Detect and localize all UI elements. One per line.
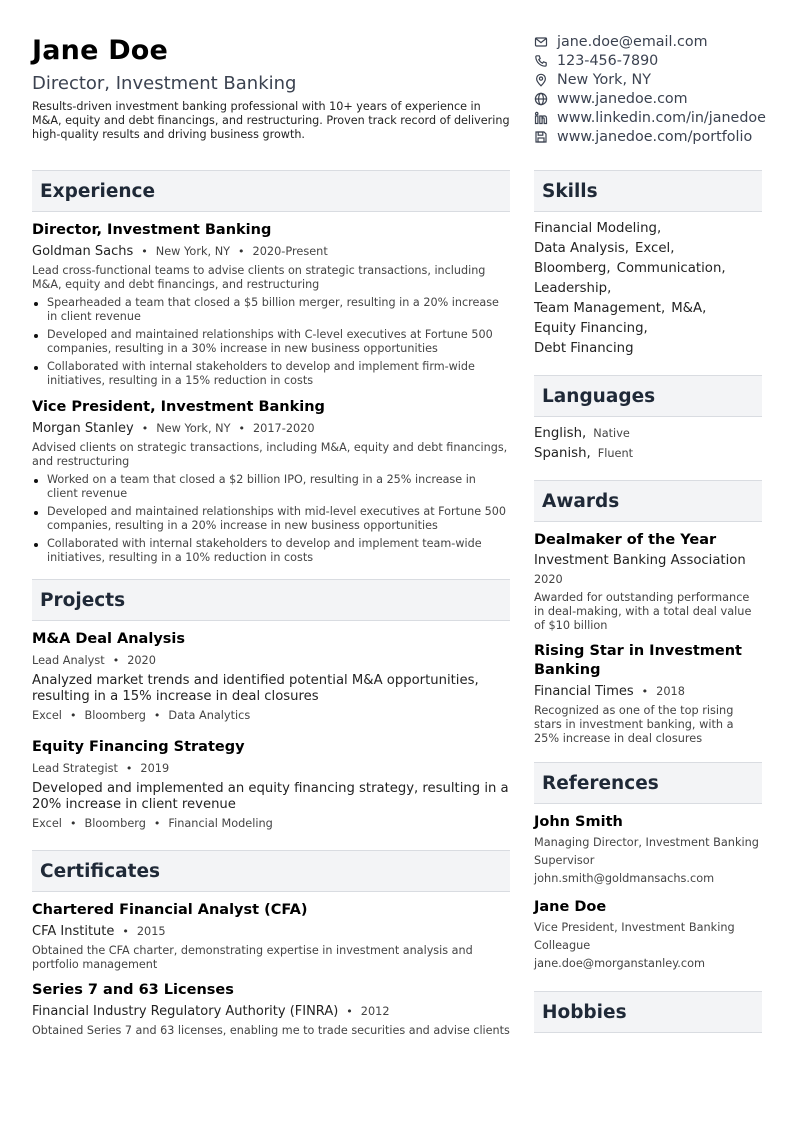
experience-dates: 2020-Present	[252, 245, 328, 258]
certificate-year: 2012	[360, 1005, 390, 1018]
experience-bullet: Worked on a team that closed a $2 billion IPO, resulting in a 25% increase in client revenue	[32, 473, 510, 501]
separator-dot: •	[153, 817, 161, 830]
language-item	[534, 444, 762, 464]
separator-dot: •	[141, 245, 148, 258]
candidate-title: Director, Investment Banking	[32, 73, 297, 94]
portfolio-icon	[534, 130, 548, 144]
experience-bullets	[32, 296, 510, 388]
project-description: Analyzed market trends and identified potential M&A opportunities, resulting in a 15% increase in deal closures	[32, 673, 479, 704]
project-name: M&A Deal Analysis	[32, 631, 186, 647]
experience-item	[32, 398, 510, 565]
project-tag: Bloomberg	[84, 817, 146, 830]
skill-item: Equity Financing,	[534, 321, 648, 336]
skill-item: Debt Financing	[534, 341, 634, 356]
location-pin-icon	[534, 73, 548, 87]
experience-bullet: Developed and maintained relationships with mid-level executives at Fortune 500 companies, resulting in a 20% increase in new business opportunities	[32, 505, 510, 533]
experience-bullet: Collaborated with internal stakeholders to develop and implement team-wide initiatives, resulting in a 10% reduction in costs	[32, 537, 510, 565]
language-name: Spanish,	[534, 446, 591, 461]
contact-phone[interactable]	[534, 51, 794, 70]
experience-company: Morgan Stanley	[32, 421, 134, 436]
skill-item: Data Analysis,	[534, 241, 629, 256]
language-item	[534, 424, 762, 444]
reference-relation: Supervisor	[534, 854, 595, 867]
experience-location: New York, NY	[155, 245, 231, 258]
experience-bullet: Developed and maintained relationships with C-level executives at Fortune 500 companies, resulting in a 30% increase in new business opportunities	[32, 328, 510, 356]
project-meta	[32, 760, 510, 777]
reference-relation: Colleague	[534, 939, 591, 952]
project-role: Lead Analyst	[32, 654, 105, 667]
contact-website-text: www.janedoe.com	[557, 90, 688, 107]
reference-item	[534, 898, 762, 971]
contact-location	[534, 70, 794, 89]
award-item	[534, 642, 762, 746]
contact-phone-text: 123-456-7890	[557, 52, 659, 69]
contact-portfolio-text: www.janedoe.com/portfolio	[557, 128, 753, 145]
resume-header	[32, 34, 512, 143]
award-meta	[534, 683, 762, 700]
languages-heading: Languages	[534, 375, 762, 417]
candidate-summary: Results-driven investment banking professional with 10+ years of experience in M&A, equity and debt financings, and restructuring. Proven track record of delivering high-quality results and driving business growth.	[32, 100, 510, 142]
separator-dot: •	[238, 245, 245, 258]
contact-linkedin-text: www.linkedin.com/in/janedoe	[557, 109, 766, 126]
experience-dates: 2017-2020	[253, 422, 315, 435]
project-description: Developed and implemented an equity financing strategy, resulting in a 20% increase in client revenue	[32, 781, 509, 812]
phone-icon	[534, 54, 548, 68]
reference-position: Managing Director, Investment Banking	[534, 836, 759, 849]
email-icon	[534, 35, 548, 49]
separator-dot: •	[122, 925, 129, 938]
project-tags	[32, 709, 510, 722]
reference-item	[534, 813, 762, 886]
skills-row	[534, 259, 762, 279]
certificate-description: Obtained Series 7 and 63 licenses, enabling me to trade securities and advise clients	[32, 1024, 510, 1037]
skill-item: Team Management,	[534, 301, 666, 316]
reference-email[interactable]: jane.doe@morganstanley.com	[534, 957, 705, 970]
project-tag: Excel	[32, 817, 62, 830]
project-tags	[32, 817, 510, 830]
separator-dot: •	[153, 709, 161, 722]
project-tag: Data Analytics	[168, 709, 251, 722]
award-title: Rising Star in Investment Banking	[534, 643, 742, 678]
separator-dot: •	[125, 762, 133, 775]
experience-bullet: Collaborated with internal stakeholders to develop and implement firm-wide initiatives, resulting in a 15% reduction in costs	[32, 360, 510, 388]
experience-heading: Experience	[32, 170, 510, 212]
separator-dot: •	[346, 1005, 353, 1018]
skills-list	[534, 219, 762, 359]
project-year: 2020	[127, 654, 156, 667]
left-column	[32, 170, 510, 1038]
certificate-meta	[32, 1003, 510, 1020]
language-name: English,	[534, 426, 587, 441]
globe-icon	[534, 92, 548, 106]
certificate-issuer: Financial Industry Regulatory Authority (FINRA)	[32, 1004, 339, 1019]
certificate-item	[32, 981, 510, 1038]
award-description: Awarded for outstanding performance in deal-making, with a total deal value of $10 billion	[534, 591, 752, 632]
project-item	[32, 630, 510, 722]
experience-location: New York, NY	[156, 422, 231, 435]
certificate-description: Obtained the CFA charter, demonstrating expertise in investment analysis and portfolio management	[32, 944, 473, 971]
award-year: 2018	[656, 685, 685, 698]
experience-role: Vice President, Investment Banking	[32, 399, 325, 415]
experience-meta	[32, 243, 510, 260]
skill-item: Excel,	[635, 241, 675, 256]
skills-row	[534, 319, 762, 339]
certificate-year: 2015	[136, 925, 166, 938]
separator-dot: •	[141, 422, 149, 435]
skill-item: M&A,	[671, 301, 707, 316]
project-item	[32, 738, 510, 830]
skills-heading: Skills	[534, 170, 762, 212]
awards-heading: Awards	[534, 480, 762, 522]
separator-dot: •	[69, 709, 77, 722]
contact-location-text: New York, NY	[557, 71, 651, 88]
certificates-heading: Certificates	[32, 850, 510, 892]
award-description: Recognized as one of the top rising stars in investment banking, with a 25% increase in deal closures	[534, 704, 734, 745]
skill-item: Communication,	[616, 261, 726, 276]
skills-row	[534, 279, 762, 299]
skill-item: Financial Modeling,	[534, 221, 662, 236]
contact-email[interactable]	[534, 32, 794, 51]
projects-heading: Projects	[32, 579, 510, 621]
right-column	[534, 170, 762, 1033]
certificate-item	[32, 901, 510, 972]
experience-company: Goldman Sachs	[32, 244, 134, 259]
reference-position: Vice President, Investment Banking	[534, 921, 735, 934]
certificate-meta	[32, 923, 510, 940]
separator-dot: •	[112, 654, 120, 667]
contact-list	[534, 32, 794, 146]
experience-bullets	[32, 473, 510, 565]
candidate-name: Jane Doe	[32, 35, 169, 66]
skills-row	[534, 239, 762, 259]
separator-dot: •	[238, 422, 245, 435]
contact-website[interactable]	[534, 89, 794, 108]
separator-dot: •	[69, 817, 77, 830]
skills-row	[534, 339, 762, 359]
contact-portfolio[interactable]	[534, 127, 794, 146]
reference-name: Jane Doe	[534, 899, 607, 915]
certificate-name: Chartered Financial Analyst (CFA)	[32, 902, 308, 918]
contact-linkedin[interactable]	[534, 108, 794, 127]
languages-list	[534, 424, 762, 464]
award-title: Dealmaker of the Year	[534, 532, 717, 548]
experience-item	[32, 221, 510, 388]
reference-name: John Smith	[534, 814, 623, 830]
language-level: Native	[593, 427, 630, 440]
experience-role: Director, Investment Banking	[32, 222, 272, 238]
project-year: 2019	[140, 762, 170, 775]
award-issuer: Investment Banking Association	[534, 553, 746, 568]
skill-item: Bloomberg,	[534, 261, 611, 276]
award-issuer: Financial Times	[534, 684, 634, 699]
skills-row	[534, 299, 762, 319]
separator-dot: •	[641, 685, 649, 698]
project-meta	[32, 652, 510, 669]
project-tag: Bloomberg	[84, 709, 146, 722]
project-name: Equity Financing Strategy	[32, 739, 245, 755]
certificate-issuer: CFA Institute	[32, 924, 115, 939]
experience-description: Advised clients on strategic transactions, including M&A, equity and debt financings, and restructuring	[32, 441, 508, 468]
experience-meta	[32, 420, 510, 437]
language-level: Fluent	[597, 447, 634, 460]
skill-item: Leadership,	[534, 281, 612, 296]
project-tag: Financial Modeling	[168, 817, 273, 830]
award-item	[534, 531, 762, 633]
experience-bullet: Spearheaded a team that closed a $5 billion merger, resulting in a 20% increase in client revenue	[32, 296, 510, 324]
experience-description: Lead cross-functional teams to advise clients on strategic transactions, including M&A, equity and debt financings, and restructuring	[32, 264, 486, 291]
references-heading: References	[534, 762, 762, 804]
contact-email-text: jane.doe@email.com	[557, 33, 708, 50]
skills-row	[534, 219, 762, 239]
award-year: 2020	[534, 573, 563, 586]
hobbies-heading: Hobbies	[534, 991, 762, 1033]
certificate-name: Series 7 and 63 Licenses	[32, 982, 234, 998]
reference-email[interactable]: john.smith@goldmansachs.com	[534, 872, 715, 885]
project-tag: Excel	[32, 709, 62, 722]
project-role: Lead Strategist	[32, 762, 118, 775]
linkedin-icon	[534, 111, 548, 125]
